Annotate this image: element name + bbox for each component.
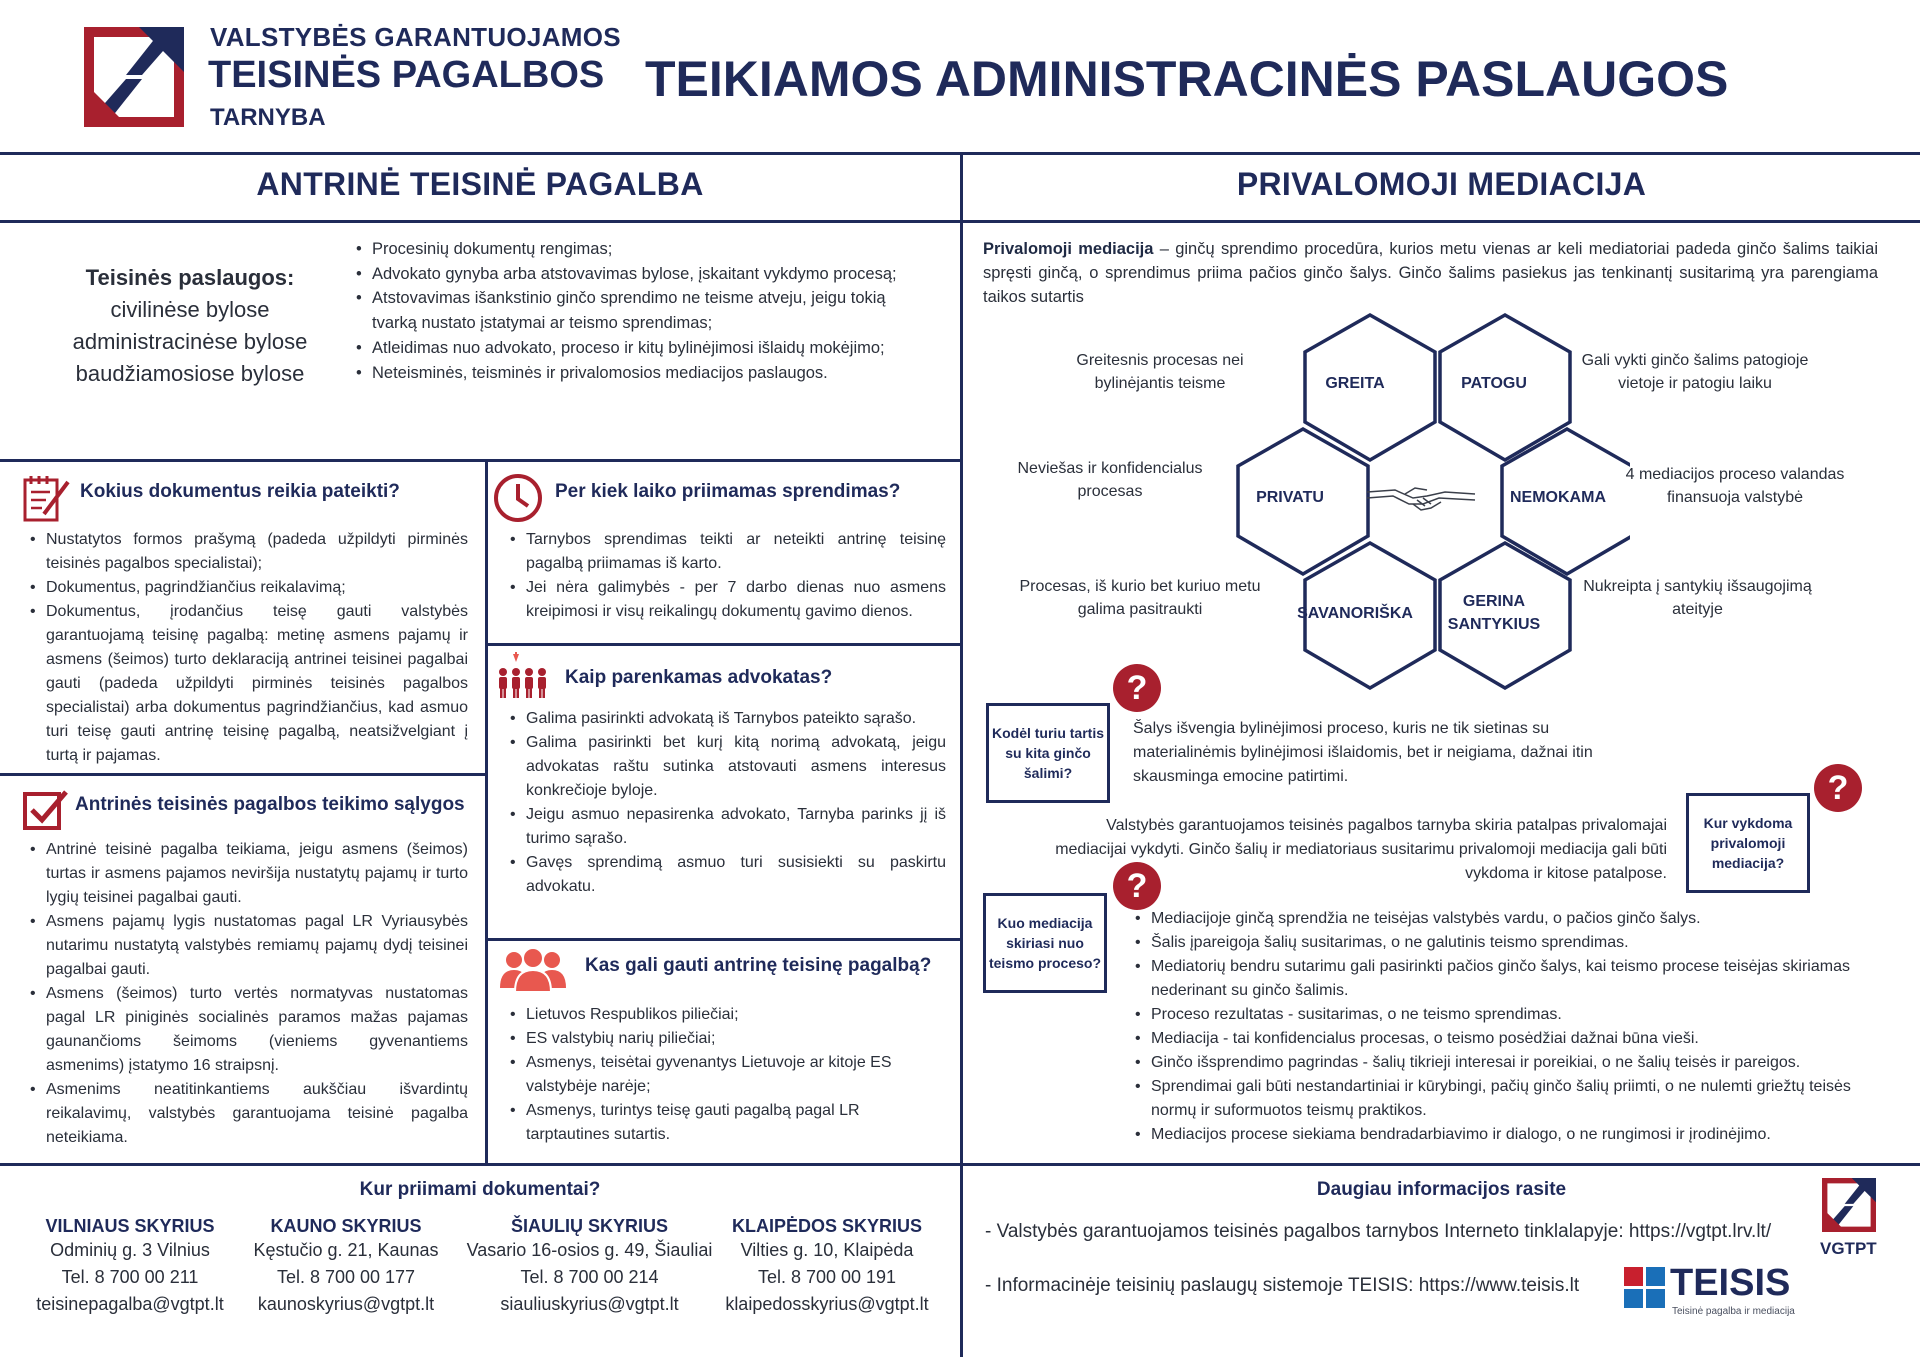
list-item: • Jei nėra galimybės - per 7 darbo dienas nuo asmens kreipimosi ir visų reikalingų dokumentų gavimo dienos. bbox=[508, 576, 946, 624]
note-savanoriska: Procesas, iš kurio bet kuriuo metu galima pasitraukti bbox=[1019, 578, 1261, 618]
q1-answer: Šalys išvengia bylinėjimosi proceso, kuris ne tik sietinas su materialinėmis bylinėjimosi išlaidomis, bet ir neigiama, dažnai itin skausminga emocine patirtimi. bbox=[1133, 720, 1593, 785]
services-heading: Teisinės paslaugos: bbox=[85, 265, 295, 290]
branch-email[interactable]: kaunoskyrius@vgtpt.lt bbox=[257, 1294, 435, 1314]
checkbox-icon bbox=[22, 786, 70, 834]
branch-phone: Tel. 8 700 00 211 bbox=[61, 1267, 199, 1287]
list-item: • Advokato gynyba arba atstovavimas bylose, įskaitant vykdymo procesą; bbox=[354, 262, 899, 287]
list-item: • Ginčo išsprendimo pagrindas - šalių tikrieji interesai ir poreikiai, o ne šalių teisės ir pareigos. bbox=[1133, 1051, 1873, 1075]
docs-location-title: Kur priimami dokumentai? bbox=[359, 1179, 601, 1200]
list-item: • Atstovavimas išankstinio ginčo sprendimo ne teisme atveju, jeigu tokią tvarką nustato įstatymai ar teismo sprendimas; bbox=[354, 286, 899, 335]
who-title: Kas gali gauti antrinę teisinę pagalbą? bbox=[585, 955, 932, 976]
intro-bold: Privalomoji mediacija bbox=[983, 240, 1154, 258]
intro-text: – ginčų sprendimo procedūra, kurios metu vienas ar keli mediatoriai padeda ginčo šalims taikiai spręsti ginčą, o sprendimus priima pačios ginčo šalys. Ginčo šalims pasiekus jas tenkinantį susitarimą yra parengiama taikos sutartis bbox=[983, 240, 1878, 306]
branch-email[interactable]: klaipedosskyrius@vgtpt.lt bbox=[725, 1294, 929, 1314]
note-gerina: Nukreipta į santykių išsaugojimą ateityje bbox=[1583, 578, 1812, 618]
docs-title: Kokius dokumentus reikia pateikti? bbox=[80, 481, 400, 502]
branch-email[interactable]: teisinepagalba@vgtpt.lt bbox=[36, 1294, 224, 1314]
document-pen-icon bbox=[22, 472, 72, 524]
list-item: • Galima pasirinkti advokatą iš Tarnybos pateikto sąrašo. bbox=[508, 707, 946, 731]
logo-line-2: TEISINĖS PAGALBOS bbox=[208, 54, 605, 96]
branch-kaunas bbox=[240, 1216, 452, 1318]
more-info-title: Daugiau informacijos rasite bbox=[1316, 1179, 1567, 1200]
page-title: TEIKIAMOS ADMINISTRACINĖS PASLAUGOS bbox=[645, 51, 1729, 107]
services-type: baudžiamosiose bylose bbox=[75, 361, 305, 386]
hex-privatu: PRIVATU bbox=[1256, 489, 1324, 506]
divider bbox=[485, 938, 962, 941]
divider bbox=[485, 643, 962, 646]
q3-list bbox=[1133, 907, 1873, 1147]
teisis-subtitle: Teisinė pagalba ir mediacija bbox=[1672, 1306, 1795, 1317]
q3-box: Kuo mediacija skiriasi nuo teismo proceso? bbox=[983, 893, 1107, 993]
divider bbox=[0, 773, 487, 776]
list-item: • Dokumentus, pagrindžiančius reikalavimą; bbox=[28, 576, 468, 600]
list-item: • Proceso rezultatas - susitarimas, o ne teismo sprendimas. bbox=[1133, 1003, 1873, 1027]
branch-email[interactable]: siauliuskyrius@vgtpt.lt bbox=[500, 1294, 679, 1314]
services-type: civilinėse bylose bbox=[110, 297, 270, 322]
question-icon: ? bbox=[1113, 664, 1161, 712]
list-item: • Asmenims neatitinkantiems aukščiau išvardintų reikalavimų, valstybės garantuojama teisinė pagalba neteikiama. bbox=[28, 1078, 468, 1150]
docs-list bbox=[28, 528, 468, 768]
branch-siauliai bbox=[452, 1216, 727, 1318]
list-item: • Antrinė teisinė pagalba teikiama, jeigu asmens (šeimos) turtas ir asmens pajamos neviršija nustatytų pajamų ir turto lygių teisinei pagalbai gauti. bbox=[28, 838, 468, 910]
services-types bbox=[30, 262, 350, 390]
list-item: • Asmens (šeimos) turto vertės normatyvas nustatomas pagal LR piniginės socialinės paramos mažas pajamas gaunančioms šeimoms (vieniems gyvenantiems asmenims) įstatymo 16 straipsnį. bbox=[28, 982, 468, 1078]
lawyer-title: Kaip parenkamas advokatas? bbox=[565, 667, 833, 688]
q2-box: Kur vykdoma privalomoji mediacija? bbox=[1686, 793, 1810, 893]
hex-nemokama: NEMOKAMA bbox=[1510, 489, 1606, 506]
conditions-list bbox=[28, 838, 468, 1150]
list-item: • Lietuvos Respublikos piliečiai; bbox=[508, 1003, 928, 1027]
lawyer-list bbox=[508, 707, 946, 899]
hex-gerina-line2: SANTYKIUS bbox=[1447, 616, 1541, 633]
teisis-logo-icon bbox=[1624, 1267, 1666, 1309]
list-item: • Galima pasirinkti bet kurį kitą norimą advokatą, jeigu advokatas raštu sutinka atstovauti asmens interesus konkrečioje byloje. bbox=[508, 731, 946, 803]
time-list bbox=[508, 528, 946, 624]
services-type: administracinėse bylose bbox=[72, 329, 308, 354]
branch-address: Odminių g. 3 Vilnius bbox=[50, 1240, 210, 1260]
right-section-title: PRIVALOMOJI MEDIACIJA bbox=[1236, 166, 1647, 202]
question-icon: ? bbox=[1113, 862, 1161, 910]
list-item: • Asmens pajamų lygis nustatomas pagal LR Vyriausybės nutarimu nustatytą valstybės remiamų pajamų dydį teisinei pagalbai gauti. bbox=[28, 910, 468, 982]
note-patogu: Gali vykti ginčo šalims patogioje vietoje ir patogiu laiku bbox=[1581, 352, 1809, 392]
services-list bbox=[354, 237, 899, 385]
handshake-icon bbox=[1365, 478, 1477, 518]
people-selection-icon bbox=[496, 652, 556, 702]
branch-name: ŠIAULIŲ SKYRIUS bbox=[510, 1216, 669, 1236]
branch-name: KLAIPĖDOS SKYRIUS bbox=[731, 1216, 923, 1236]
logo-line-1: VALSTYBĖS GARANTUOJAMOS bbox=[210, 22, 621, 52]
divider bbox=[0, 1163, 1920, 1166]
list-item: • Jeigu asmuo nepasirenka advokato, Tarnyba parinks jį iš turimo sąrašo. bbox=[508, 803, 946, 851]
list-item: • Nustatytos formos prašymą (padeda užpildyti pirminės teisinės pagalbos specialistai); bbox=[28, 528, 468, 576]
time-title: Per kiek laiko priimamas sprendimas? bbox=[555, 481, 901, 502]
list-item: • Asmenys, teisėtai gyvenantys Lietuvoje ar kitoje ES valstybėje narėje; bbox=[508, 1051, 928, 1099]
logo-line-3: TARNYBA bbox=[210, 104, 326, 131]
branch-phone: Tel. 8 700 00 177 bbox=[276, 1267, 416, 1287]
list-item: • Mediacijos procese siekiama bendradarbiavimo ir dialogo, o ne rungimosi ir įrodinėjimo. bbox=[1133, 1123, 1873, 1147]
list-item: • Dokumentus, įrodančius teisę gauti valstybės garantuojamą teisinę pagalbą: metinę asmens pajamų ir asmens (šeimos) turto deklaraciją antrinei teisinei pagalbai gauti (padeda užpildyti pirminės teisinės pagalbos specialistai) arba dokumentus pagrindžiančius, kad asmuo turi teisę gauti antrinę teisinę pagalbą, neatsižvelgiant į turtą ir pajamas. bbox=[28, 600, 468, 768]
list-item: • ES valstybių narių piliečiai; bbox=[508, 1027, 928, 1051]
mediation-intro bbox=[983, 237, 1878, 309]
header bbox=[0, 0, 1920, 150]
branch-phone: Tel. 8 700 00 191 bbox=[757, 1267, 897, 1287]
divider bbox=[485, 459, 488, 1165]
hex-patogu: PATOGU bbox=[1461, 375, 1527, 392]
branch-address: Kęstučio g. 21, Kaunas bbox=[253, 1240, 439, 1260]
branch-name: VILNIAUS SKYRIUS bbox=[45, 1216, 215, 1236]
clock-icon bbox=[492, 472, 544, 524]
note-privatu: Neviešas ir konfidencialus procesas bbox=[1017, 460, 1203, 500]
hex-gerina-line1: GERINA bbox=[1462, 593, 1526, 610]
branch-address: Vilties g. 10, Klaipėda bbox=[740, 1240, 914, 1260]
conditions-title: Antrinės teisinės pagalbos teikimo sąlygos bbox=[75, 794, 465, 815]
question-icon: ? bbox=[1814, 764, 1862, 812]
branch-phone: Tel. 8 700 00 214 bbox=[520, 1267, 659, 1287]
teisis-label: TEISIS bbox=[1670, 1262, 1791, 1304]
group-icon bbox=[498, 946, 568, 992]
vgtpt-small-logo-icon bbox=[1822, 1178, 1876, 1232]
list-item: • Mediacijoje ginčą sprendžia ne teisėjas valstybės vardu, o pačios ginčo šalys. bbox=[1133, 907, 1873, 931]
info-link-vgtpt[interactable]: - Valstybės garantuojamos teisinės pagalbos tarnybos Interneto tinklalapyje: https://vgtpt.lrv.lt/ bbox=[985, 1221, 1772, 1242]
note-nemokama: 4 mediacijos proceso valandas finansuoja valstybė bbox=[1625, 466, 1845, 506]
divider bbox=[960, 152, 963, 1357]
q1-box: Kodėl turiu tartis su kita ginčo šalimi? bbox=[986, 703, 1110, 803]
branch-address: Vasario 16-osios g. 49, Šiauliai bbox=[466, 1240, 713, 1260]
hex-savanoriska: SAVANORIŠKA bbox=[1297, 605, 1413, 622]
list-item: • Tarnybos sprendimas teikti ar neteikti antrinę teisinę pagalbą priimamas iš karto. bbox=[508, 528, 946, 576]
branch-name: KAUNO SKYRIUS bbox=[270, 1216, 422, 1236]
who-list bbox=[508, 1003, 928, 1147]
hex-greita: GREITA bbox=[1325, 375, 1385, 392]
list-item: • Asmenys, turintys teisę gauti pagalbą pagal LR tarptautines sutartis. bbox=[508, 1099, 928, 1147]
left-section-title: ANTRINĖ TEISINĖ PAGALBA bbox=[256, 166, 704, 202]
list-item: • Gavęs sprendimą asmuo turi susisiekti su paskirtu advokatu. bbox=[508, 851, 946, 899]
list-item: • Procesinių dokumentų rengimas; bbox=[354, 237, 899, 262]
note-greita: Greitesnis procesas nei bylinėjantis teisme bbox=[1076, 352, 1244, 392]
branch-vilnius bbox=[14, 1216, 246, 1318]
divider bbox=[0, 459, 962, 462]
list-item: • Mediacija - tai konfidencialus procesas, o teismo posėdžiai dažnai būna vieši. bbox=[1133, 1027, 1873, 1051]
list-item: • Mediatorių bendru sutarimu gali pasirinkti pačios ginčo šalys, kai teismo procese teisėjas skiriamas nederinant su ginčo šalimis. bbox=[1133, 955, 1873, 1003]
q2-answer: Valstybės garantuojamos teisinės pagalbos tarnyba skiria patalpas privalomajai mediacijai vykdyti. Ginčo šalių ir mediatoriaus susitarimu privalomoji mediacija gali būti vykdoma ir kitose patalpose. bbox=[1055, 817, 1667, 882]
vgtpt-logo-icon bbox=[84, 27, 184, 127]
list-item: • Sprendimai gali būti nestandartiniai ir kūrybingi, pačių ginčo šalių priimti, o ne nulemti griežtų teisės normų ir suformuotos teismų praktikos. bbox=[1133, 1075, 1873, 1123]
info-link-teisis[interactable]: - Informacinėje teisinių paslaugų sistemoje TEISIS: https://www.teisis.lt bbox=[985, 1275, 1580, 1296]
vgtpt-label: VGTPT bbox=[1820, 1239, 1877, 1258]
hex-gerina bbox=[1429, 590, 1559, 636]
list-item: • Atleidimas nuo advokato, proceso ir kitų bylinėjimosi išlaidų mokėjimo; bbox=[354, 336, 899, 361]
branch-klaipeda bbox=[712, 1216, 942, 1318]
list-item: • Šalis įpareigoja šalių susitarimas, o ne galutinis teismo sprendimas. bbox=[1133, 931, 1873, 955]
list-item: • Neteisminės, teisminės ir privalomosios mediacijos paslaugos. bbox=[354, 361, 899, 386]
